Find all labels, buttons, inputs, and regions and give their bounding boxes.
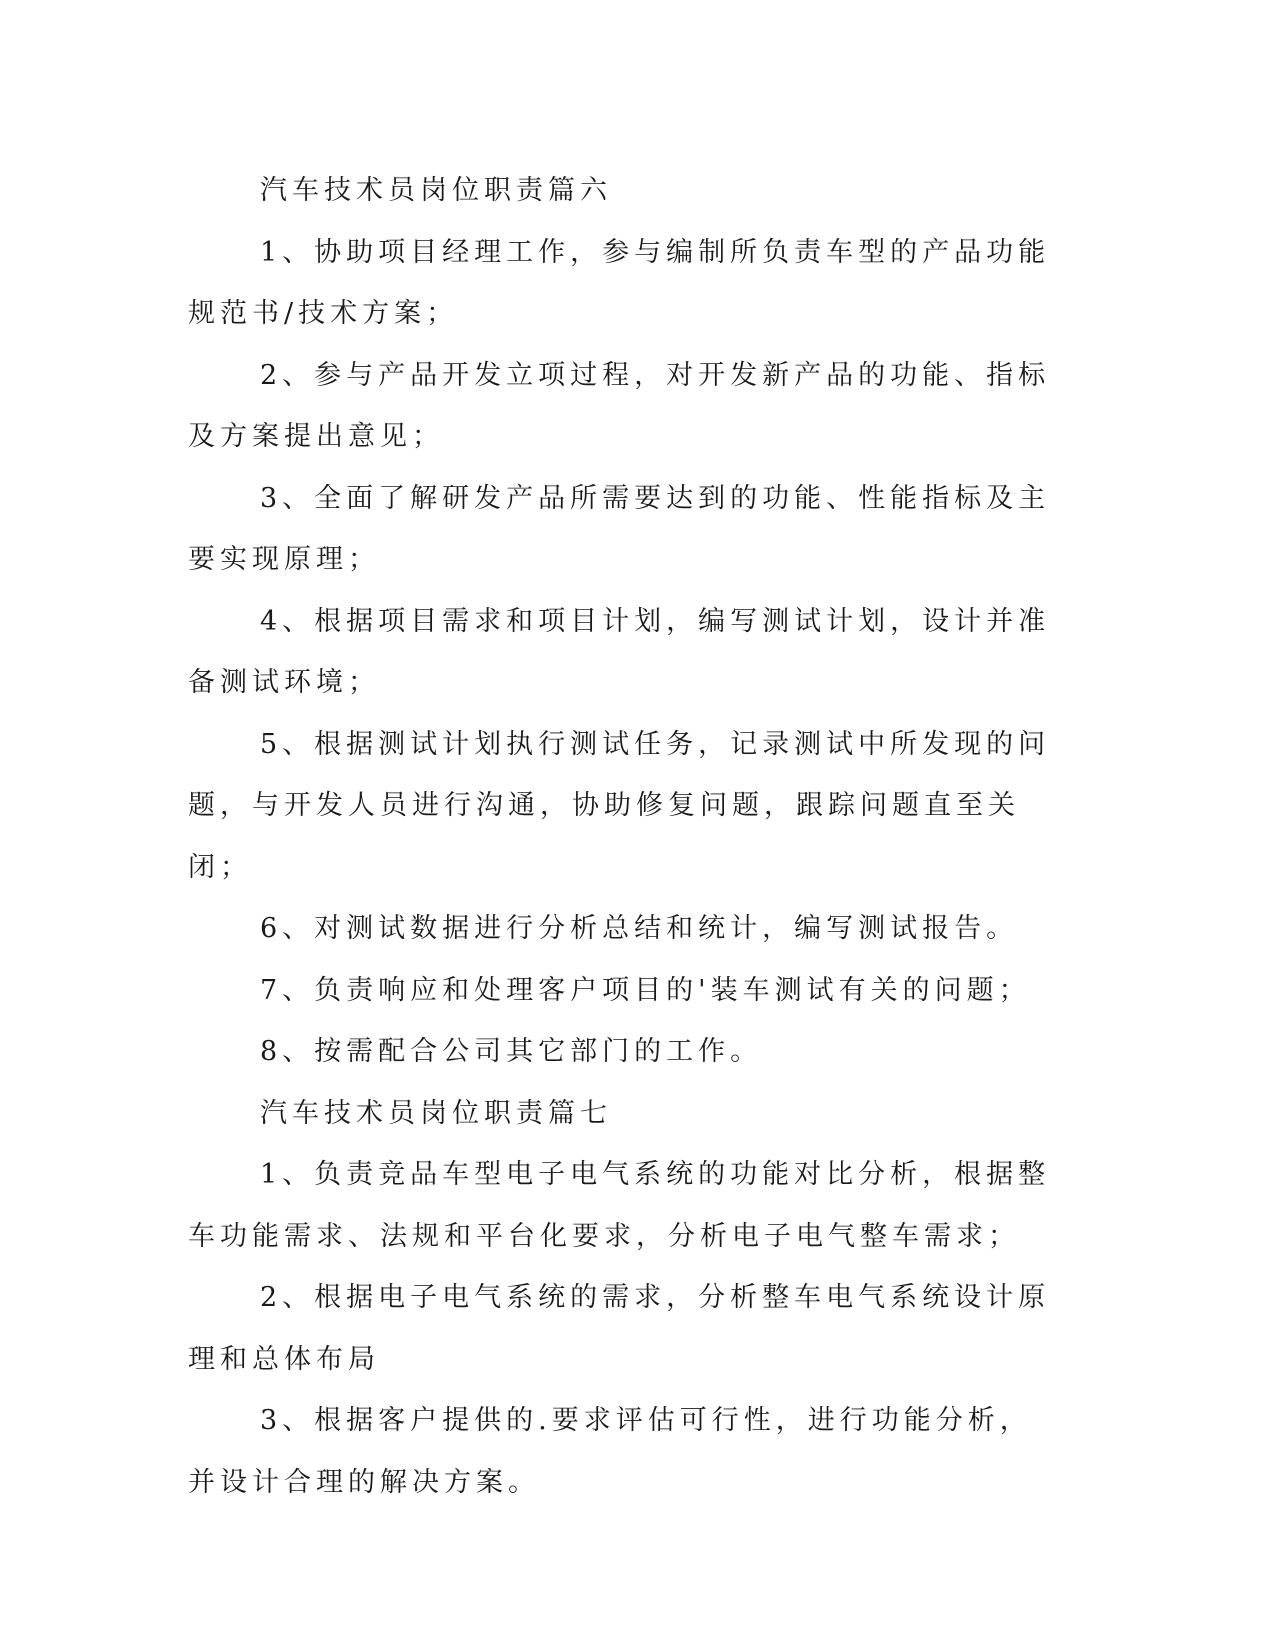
- duty-item: 2、根据电子电气系统的需求，分析整车电气系统设计原理和总体布局: [188, 1282, 1051, 1375]
- duty-item: 5、根据测试计划执行测试任务，记录测试中所发现的问题，与开发人员进行沟通，协助修复问题，跟踪问题直至关闭；: [188, 728, 1051, 883]
- section-heading-6: 汽车技术员岗位职责篇六: [260, 175, 612, 206]
- duty-item: 1、负责竞品车型电子电气系统的功能对比分析，根据整车功能需求、法规和平台化要求，分析电子电气整车需求；: [188, 1159, 1051, 1252]
- duty-item: 7、负责响应和处理客户项目的'装车测试有关的问题；: [260, 974, 1031, 1006]
- duty-item: 3、根据客户提供的.要求评估可行性，进行功能分析，并设计合理的解决方案。: [188, 1405, 1032, 1498]
- duty-item: 2、参与产品开发立项过程，对开发新产品的功能、指标及方案提出意见；: [188, 359, 1051, 452]
- document-body: [188, 160, 1058, 1513]
- duty-item: 1、协助项目经理工作，参与编制所负责车型的产品功能规范书/技术方案；: [188, 236, 1051, 329]
- duty-item: 6、对测试数据进行分析总结和统计，编写测试报告。: [260, 913, 1019, 944]
- section-heading-7: 汽车技术员岗位职责篇七: [260, 1097, 612, 1129]
- duty-item: 4、根据项目需求和项目计划，编写测试计划，设计并准备测试环境；: [188, 605, 1051, 698]
- duty-item: 8、按需配合公司其它部门的工作。: [260, 1036, 763, 1067]
- duty-item: 3、全面了解研发产品所需要达到的功能、性能指标及主要实现原理；: [188, 482, 1051, 575]
